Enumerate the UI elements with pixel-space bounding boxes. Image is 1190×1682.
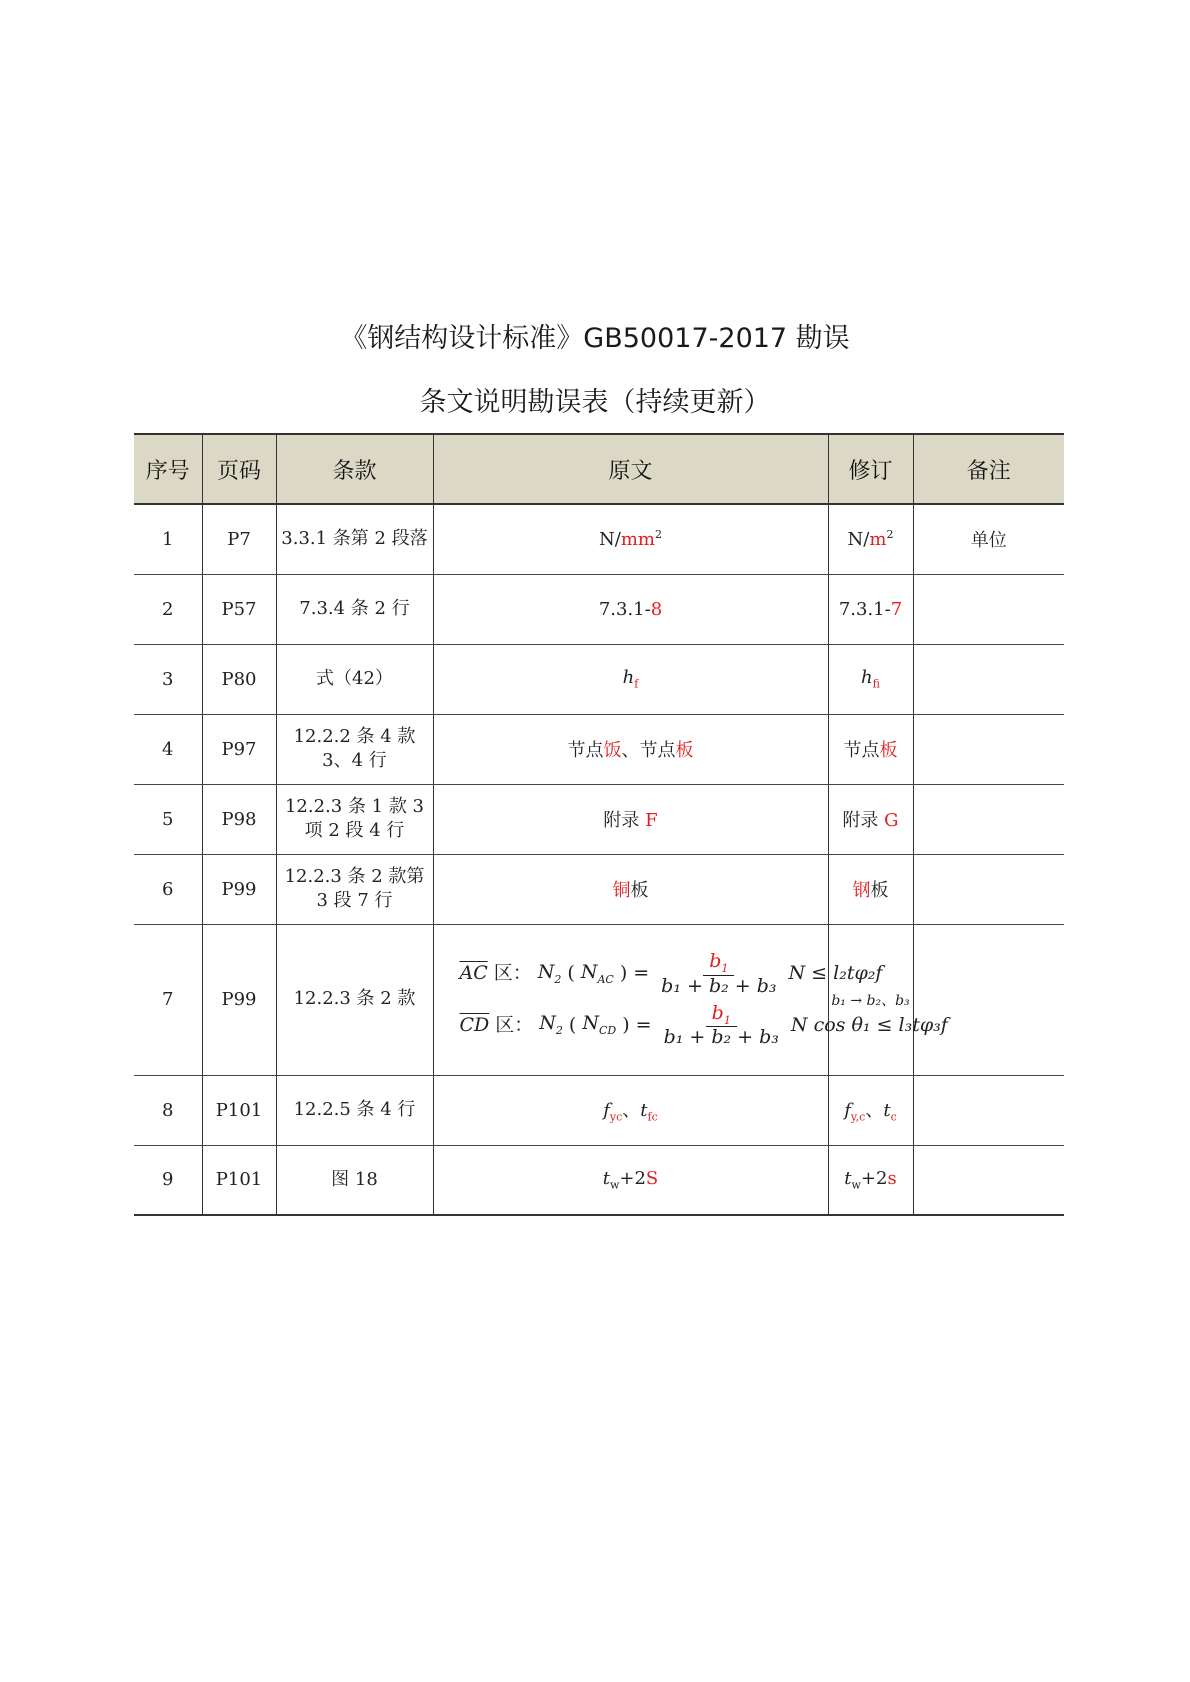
- orig-error: mm: [620, 529, 655, 551]
- paren-open: (: [567, 962, 575, 985]
- equals: =: [633, 962, 650, 985]
- header-clause: 条款: [276, 434, 433, 504]
- cell-page: P101: [202, 1075, 276, 1145]
- fraction: [658, 1003, 785, 1049]
- rev-fix: 7: [890, 598, 903, 620]
- orig-text: 节点: [567, 740, 604, 761]
- cell-note: [913, 924, 1064, 1075]
- orig-error: F: [645, 810, 658, 831]
- cell-original: [433, 924, 948, 1075]
- cell-note: [913, 1075, 1064, 1145]
- header-note: 备注: [913, 434, 1064, 504]
- orig-symbol: h: [622, 667, 635, 689]
- orig-f-error: yc: [609, 1110, 623, 1124]
- header-no: 序号: [134, 434, 202, 504]
- formula-tail: N ≤ l₂tφ₂f: [788, 962, 883, 985]
- cell-revision: [828, 1075, 913, 1145]
- nac-symbol: $N_{AC}$: [580, 960, 614, 986]
- cell-note: 单位: [913, 504, 1064, 574]
- orig-t-error: fc: [647, 1110, 658, 1124]
- rev-f-symbol: f: [844, 1100, 851, 1122]
- cell-revision: [828, 574, 913, 644]
- orig-text: 板: [630, 880, 649, 901]
- cell-no: 7: [134, 924, 202, 1075]
- cell-clause: 图 18: [276, 1145, 433, 1215]
- rev-t-fix: c: [890, 1110, 897, 1124]
- cell-page: P57: [202, 574, 276, 644]
- segment-cd-label: $\overline{CD}$: [459, 1013, 490, 1036]
- cell-note: [913, 644, 1064, 714]
- table-row: [134, 714, 1064, 784]
- cell-original: [433, 1145, 828, 1215]
- cell-revision: [828, 854, 913, 924]
- rev-text: 附录: [842, 810, 885, 831]
- cell-revision: [828, 644, 913, 714]
- cell-clause: 式（42）: [276, 644, 433, 714]
- cell-no: 5: [134, 784, 202, 854]
- cell-page: P80: [202, 644, 276, 714]
- paren-close: ): [619, 962, 628, 985]
- cell-page: P98: [202, 784, 276, 854]
- orig-error-2: 板: [675, 740, 694, 761]
- orig-t-symbol: t: [640, 1100, 648, 1122]
- cell-revision: [828, 784, 913, 854]
- formula-cd: [459, 1001, 948, 1049]
- cell-no: 8: [134, 1075, 202, 1145]
- header-page: 页码: [202, 434, 276, 504]
- orig-t-symbol: t: [602, 1167, 610, 1189]
- n2-symbol: $N_2$: [537, 960, 562, 986]
- table-row: [134, 1075, 1064, 1145]
- cell-clause: 12.2.5 条 4 行: [276, 1075, 433, 1145]
- cell-page: P97: [202, 714, 276, 784]
- cell-original: [433, 854, 828, 924]
- cell-no: 9: [134, 1145, 202, 1215]
- orig-error: 8: [650, 598, 663, 620]
- cell-page: P101: [202, 1145, 276, 1215]
- rev-text: +2: [860, 1167, 888, 1189]
- cell-clause: 12.2.3 条 1 款 3 项 2 段 4 行: [276, 784, 433, 854]
- errata-table: [134, 433, 1064, 1216]
- formula-tail: N cos θ₁ ≤ l₃tφ₃f: [790, 1013, 948, 1036]
- rev-text: N/: [847, 529, 870, 551]
- cell-note: [913, 854, 1064, 924]
- cell-revision: [828, 714, 913, 784]
- rev-fix: 钢: [852, 880, 871, 901]
- separator: 、: [865, 1100, 884, 1122]
- rev-fix: m: [869, 529, 887, 551]
- cell-original: [433, 714, 828, 784]
- rev-fix: 板: [879, 740, 898, 761]
- cell-no: 3: [134, 644, 202, 714]
- fraction-denominator: b₁ + b₂ + b₃: [663, 1026, 779, 1049]
- rev-symbol: h: [861, 667, 873, 689]
- orig-text: 7.3.1-: [598, 598, 651, 620]
- rev-t-symbol: t: [844, 1167, 852, 1189]
- rev-text: 7.3.1-: [838, 598, 891, 620]
- orig-error: 饭: [603, 740, 622, 761]
- rev-text: 板: [870, 880, 889, 901]
- orig-text: 附录: [603, 810, 646, 831]
- table-row: [134, 644, 1064, 714]
- cell-clause: 12.2.3 条 2 款第 3 段 7 行: [276, 854, 433, 924]
- table-row: [134, 924, 1064, 1075]
- cell-note: [913, 714, 1064, 784]
- orig-text: +2: [619, 1167, 646, 1189]
- header-revision: 修订: [828, 434, 913, 504]
- fraction: [655, 951, 782, 997]
- fraction-numerator: $b_1$: [703, 951, 734, 976]
- cell-revision: [828, 1145, 913, 1215]
- table-row: [134, 574, 1064, 644]
- cell-no: 2: [134, 574, 202, 644]
- table-row: [134, 504, 1064, 574]
- paren-close: ): [622, 1013, 630, 1036]
- rev-fix: s: [887, 1167, 897, 1189]
- cell-original: [433, 644, 828, 714]
- separator: 、: [622, 1100, 641, 1122]
- fraction-numerator: $b_1$: [706, 1003, 737, 1028]
- rev-fix: G: [884, 810, 899, 831]
- rev-sup: 2: [886, 528, 894, 542]
- cell-no: 1: [134, 504, 202, 574]
- cell-original: [433, 574, 828, 644]
- ncd-symbol: $N_{CD}$: [582, 1012, 617, 1038]
- orig-f-symbol: f: [603, 1100, 610, 1122]
- cell-clause: 7.3.4 条 2 行: [276, 574, 433, 644]
- paren-open: (: [568, 1013, 577, 1036]
- orig-sup: 2: [654, 528, 662, 542]
- cell-note: [913, 574, 1064, 644]
- orig-text-2: 、节点: [621, 740, 676, 761]
- rev-text: 节点: [843, 740, 880, 761]
- cell-clause: 12.2.3 条 2 款: [276, 924, 433, 1075]
- cell-clause: 3.3.1 条第 2 段落: [276, 504, 433, 574]
- page-title: 《钢结构设计标准》GB50017-2017 勘误: [340, 323, 850, 354]
- rev-fix: fi: [872, 677, 880, 691]
- formula-ac: [459, 949, 883, 997]
- table-row: [134, 854, 1064, 924]
- fraction-denominator: b₁ + b₂ + b₃: [661, 974, 777, 997]
- cell-note: [913, 784, 1064, 854]
- cell-original: [433, 504, 828, 574]
- orig-t-sub: w: [609, 1178, 620, 1192]
- zone-label: 区：: [493, 962, 532, 985]
- rev-t-symbol: t: [883, 1100, 891, 1122]
- rev-t-sub: w: [851, 1178, 861, 1192]
- equals: =: [635, 1013, 652, 1036]
- page-subtitle: 条文说明勘误表（持续更新）: [419, 387, 771, 418]
- cell-original: [433, 1075, 828, 1145]
- orig-error: 铜: [612, 880, 631, 901]
- cell-page: P99: [202, 924, 276, 1075]
- cell-note: [913, 1145, 1064, 1215]
- cell-original: [433, 784, 828, 854]
- rev-f-fix: y,c: [850, 1110, 866, 1124]
- header-original: 原文: [433, 434, 828, 504]
- segment-ac-label: $\overline{AC}$: [459, 962, 488, 985]
- cell-revision: b₁ → b₂、b₃: [828, 924, 913, 1075]
- orig-error: S: [645, 1167, 659, 1189]
- cell-page: P99: [202, 854, 276, 924]
- orig-text: N/: [599, 529, 621, 551]
- zone-label: 区：: [495, 1013, 534, 1036]
- cell-no: 4: [134, 714, 202, 784]
- cell-revision: [828, 504, 913, 574]
- table-header-row: [134, 434, 1064, 504]
- table-row: [134, 784, 1064, 854]
- n2-symbol: $N_2$: [539, 1012, 563, 1038]
- cell-page: P7: [202, 504, 276, 574]
- orig-error: f: [634, 677, 639, 691]
- cell-clause: 12.2.2 条 4 款 3、4 行: [276, 714, 433, 784]
- table-row: [134, 1145, 1064, 1215]
- cell-no: 6: [134, 854, 202, 924]
